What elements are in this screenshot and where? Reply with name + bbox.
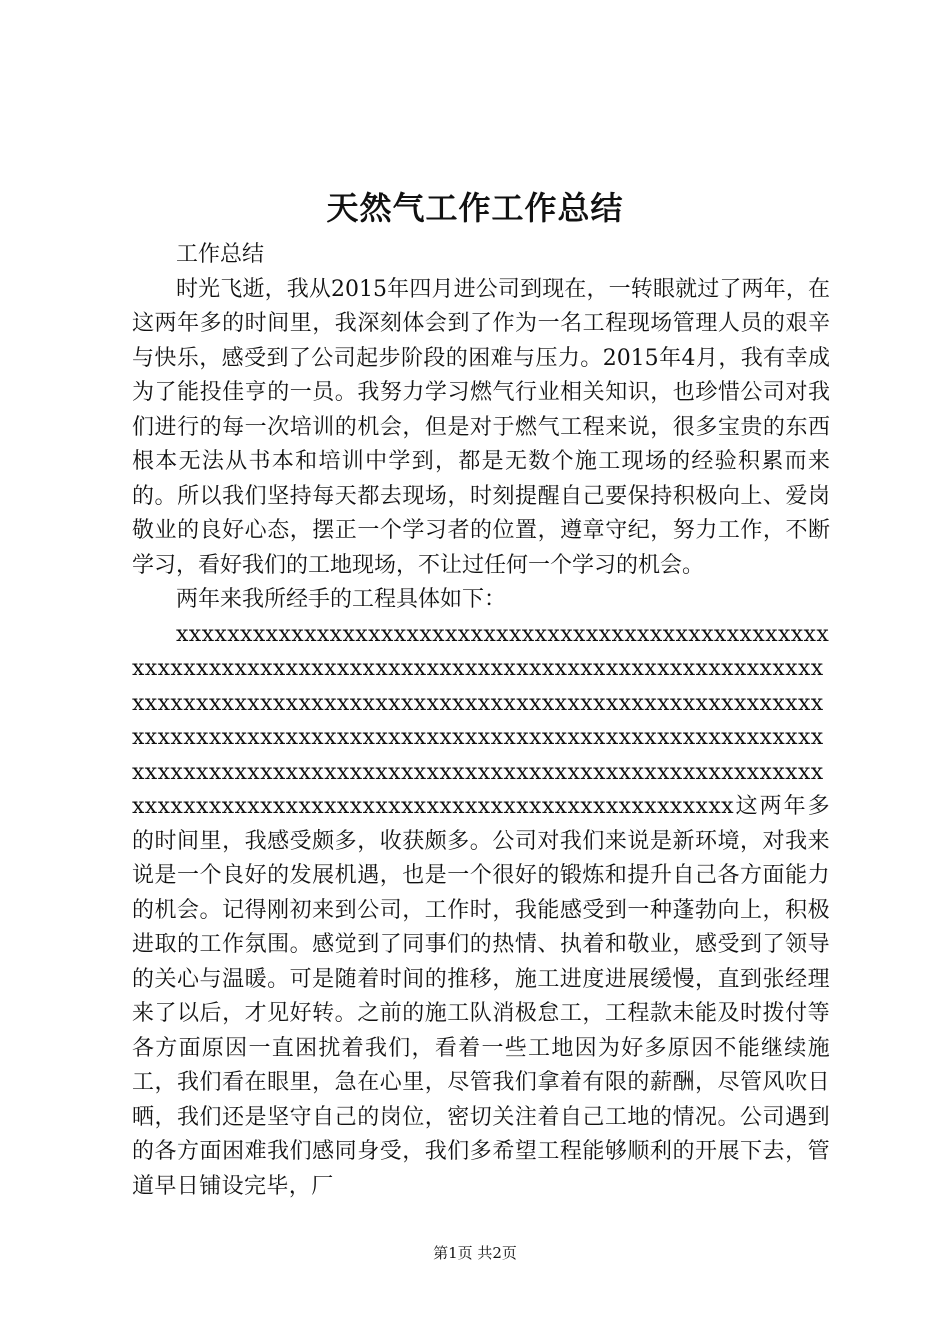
document-body xyxy=(132,238,830,1204)
page-number-footer: 第1页 共2页 xyxy=(433,1244,517,1262)
paragraph-intro: 时光飞逝，我从2015年四月进公司到现在，一转眼就过了两年，在这两年多的时间里，我深刻体会到了作为一名工程现场管理人员的艰辛与快乐，感受到了公司起步阶段的困难与压力。2015年4月，我有幸成为了能投佳亨的一员。我努力学习燃气行业相关知识，也珍惜公司对我们进行的每一次培训的机会，但是对于燃气工程来说，很多宝贵的东西根本无法从书本和培训中学到，都是无数个施工现场的经验积累而来的。所以我们坚持每天都去现场，时刻提醒自己要保持积极向上、爱岗敬业的良好心态，摆正一个学习者的位置，遵章守纪，努力工作，不断学习，看好我们的工地现场，不让过任何一个学习的机会。 xyxy=(132,276,830,578)
document-title: 天然气工作工作总结 xyxy=(326,189,624,227)
paragraph-projects-and-reflection: xxxxxxxxxxxxxxxxxxxxxxxxxxxxxxxxxxxxxxxxxxxxxxxxxxxxxxxxxxxxxxxxxxxxxxxxxxxxxxxxxxxxxxxxxxxxxxxxxxxxxxxxxxxxxxxxxxxxxxxxxxxxxxxxxxxxxxxxxxxxxxxxxxxxxxxxxxxxxxxxxxxxxxxxxxxxxxxxxxxxxxxxxxxxxxxxxxxxxxxxxxxxxxxxxxxxxxxxxxxxxxxxxxxxxxxxxxxxxxxxxxxxxxxxxxxxxxxxxxxxxxxxxxxxxxxxxxxxxxxxxxxxxxxxxxxxxxxxxxxxxxxxxxxxxxxxxx这两年多的时间里，我感受颇多，收获颇多。公司对我们来说是新环境，对我来说是一个良好的发展机遇，也是一个很好的锻炼和提升自己各方面能力的机会。记得刚初来到公司，工作时，我能感受到一种蓬勃向上，积极进取的工作氛围。感觉到了同事们的热情、执着和敬业，感受到了领导的关心与温暖。可是随着时间的推移，施工进度进展缓慢，直到张经理来了以后，才见好转。之前的施工队消极怠工，工程款未能及时拨付等各方面原因一直困扰着我们，看着一些工地因为好多原因不能继续施工，我们看在眼里，急在心里，尽管我们拿着有限的薪酬，尽管风吹日晒，我们还是坚守自己的岗位，密切关注着自己工地的情况。公司遇到的各方面困难我们感同身受，我们多希望工程能够顺利的开展下去，管道早日铺设完毕，厂 xyxy=(132,621,830,1199)
paragraph-projects-intro: 两年来我所经手的工程具体如下： xyxy=(176,587,507,612)
paragraph-heading: 工作总结 xyxy=(176,242,265,267)
